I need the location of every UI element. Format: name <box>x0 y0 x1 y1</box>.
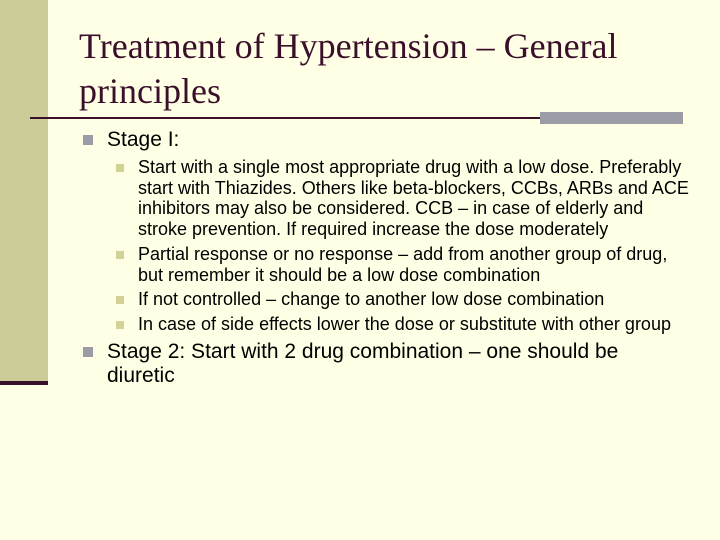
left-bar-accent-line <box>0 381 48 385</box>
small-square-bullet-icon <box>116 251 124 259</box>
bullet-text: Stage 2: Start with 2 drug combination – one should be diuretic <box>107 339 619 387</box>
square-bullet-icon <box>83 347 93 357</box>
sub-bullet-text: Partial response or no response – add from another group of drug, but remember it should be a low dose combination <box>138 243 668 285</box>
bullet-stage-1 <box>80 128 690 152</box>
slide-title: Treatment of Hypertension – General principles <box>79 26 618 111</box>
sub-bullet-text: If not controlled – change to another low dose combination <box>138 289 605 310</box>
sub-bullet-single-drug <box>110 157 690 240</box>
bullet-stage-2 <box>80 340 690 388</box>
title-divider-line <box>30 117 545 119</box>
sub-bullet-text: Start with a single most appropriate drug with a low dose. Preferably start with Thiazides. Others like beta-blockers, CCBs, ARBs and ACE inhibitors may also be considered. CCB – in case of elderly and stroke prevention. If required increase the dose moderately <box>138 157 689 240</box>
sub-bullet-side-effects <box>110 314 690 335</box>
left-decorative-bar <box>0 0 48 382</box>
small-square-bullet-icon <box>116 296 124 304</box>
sub-bullet-not-controlled <box>110 289 690 310</box>
slide-content <box>80 125 690 388</box>
small-square-bullet-icon <box>116 164 124 172</box>
bullet-text: Stage I: <box>107 128 180 151</box>
sub-bullet-partial-response <box>110 244 690 285</box>
square-bullet-icon <box>83 135 93 145</box>
sub-bullet-text: In case of side effects lower the dose or substitute with other group <box>138 313 671 334</box>
title-divider-accent <box>540 112 683 124</box>
small-square-bullet-icon <box>116 321 124 329</box>
